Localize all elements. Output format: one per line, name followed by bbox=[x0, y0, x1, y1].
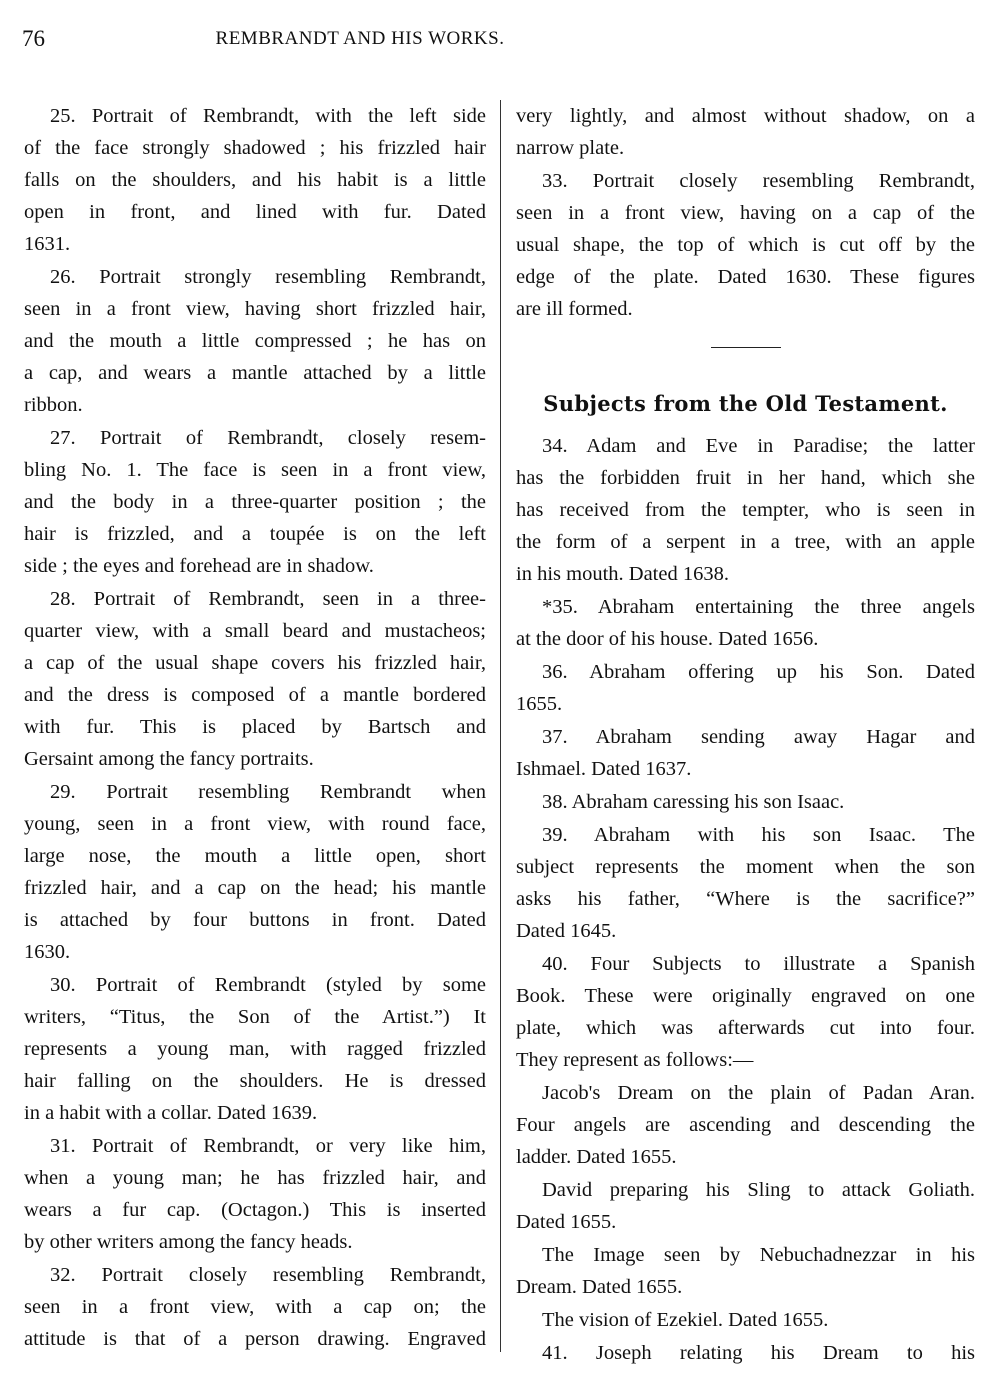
text-line: 1655. bbox=[516, 693, 563, 715]
text-line: Dated 1645. bbox=[516, 920, 617, 942]
text-line: 31. Portrait of Rembrandt, or very like him, bbox=[50, 1135, 486, 1157]
paragraph bbox=[24, 1259, 486, 1355]
text-line: ladder. Dated 1655. bbox=[516, 1146, 677, 1168]
text-line: The Image seen by Nebuchadnezzar in his bbox=[542, 1244, 975, 1266]
right-column bbox=[516, 100, 975, 1370]
text-line: falls on the shoulders, and his habit is a little bbox=[24, 169, 486, 191]
text-line: 38. Abraham caressing his son Isaac. bbox=[542, 791, 845, 813]
left-column bbox=[24, 100, 486, 1356]
paragraph bbox=[516, 1174, 975, 1238]
text-line: *35. Abraham entertaining the three angels bbox=[542, 596, 975, 618]
text-line: 36. Abraham offering up his Son. Dated bbox=[542, 661, 975, 683]
text-line: frizzled hair, and a cap on the head; his mantle bbox=[24, 877, 486, 899]
text-line: has received from the tempter, who is seen in bbox=[516, 499, 975, 521]
paragraph bbox=[516, 591, 975, 655]
paragraph bbox=[516, 819, 975, 947]
text-line: of the face strongly shadowed ; his frizzled hair bbox=[24, 137, 486, 159]
text-line: Gersaint among the fancy portraits. bbox=[24, 748, 314, 770]
text-line: in a habit with a collar. Dated 1639. bbox=[24, 1102, 318, 1124]
text-line: 28. Portrait of Rembrandt, seen in a three- bbox=[50, 588, 486, 610]
text-line: Dream. Dated 1655. bbox=[516, 1276, 683, 1298]
text-line: attitude is that of a person drawing. Engraved bbox=[24, 1328, 486, 1350]
paragraph bbox=[24, 100, 486, 260]
running-title: REMBRANDT AND HIS WORKS. bbox=[215, 28, 505, 49]
paragraph bbox=[24, 776, 486, 968]
text-line: 33. Portrait closely resembling Rembrandt, bbox=[542, 170, 975, 192]
text-line: 41. Joseph relating his Dream to his bbox=[542, 1342, 975, 1364]
text-line: 32. Portrait closely resembling Rembrandt, bbox=[50, 1264, 486, 1286]
text-line: seen in a front view, having short frizzled hair, bbox=[24, 298, 486, 320]
paragraph bbox=[24, 261, 486, 421]
text-line: narrow plate. bbox=[516, 137, 625, 159]
text-line: side ; the eyes and forehead are in shadow. bbox=[24, 555, 374, 577]
text-line: and the mouth a little compressed ; he has on bbox=[24, 330, 486, 352]
text-line: Dated 1655. bbox=[516, 1211, 617, 1233]
paragraph bbox=[516, 948, 975, 1076]
text-line: a cap of the usual shape covers his frizzled hair, bbox=[24, 652, 486, 674]
text-line: large nose, the mouth a little open, short bbox=[24, 845, 486, 867]
text-line: open in front, and lined with fur. Dated bbox=[24, 201, 486, 223]
text-line: and the dress is composed of a mantle bordered bbox=[24, 684, 486, 706]
text-line: are ill formed. bbox=[516, 298, 633, 320]
text-line: asks his father, “Where is the sacrifice?” bbox=[516, 888, 975, 910]
text-line: a cap, and wears a mantle attached by a little bbox=[24, 362, 486, 384]
text-line: 1630. bbox=[24, 941, 71, 963]
text-line: 40. Four Subjects to illustrate a Spanish bbox=[542, 953, 975, 975]
text-line: writers, “Titus, the Son of the Artist.”) It bbox=[24, 1006, 486, 1028]
text-line: in his mouth. Dated 1638. bbox=[516, 563, 729, 585]
text-line: ribbon. bbox=[24, 394, 83, 416]
text-line: edge of the plate. Dated 1630. These figures bbox=[516, 266, 975, 288]
paragraph bbox=[516, 786, 975, 818]
text-line: quarter view, with a small beard and mustacheos; bbox=[24, 620, 486, 642]
text-line: is attached by four buttons in front. Dated bbox=[24, 909, 486, 931]
text-line: Four angels are ascending and descending the bbox=[516, 1114, 975, 1136]
text-line: young, seen in a front view, with round face, bbox=[24, 813, 486, 835]
text-line: by other writers among the fancy heads. bbox=[24, 1231, 353, 1253]
text-line: at the door of his house. Dated 1656. bbox=[516, 628, 819, 650]
text-line: 37. Abraham sending away Hagar and bbox=[542, 726, 975, 748]
text-line: 30. Portrait of Rembrandt (styled by some bbox=[50, 974, 486, 996]
paragraph bbox=[24, 1130, 486, 1258]
paragraph bbox=[516, 100, 975, 164]
text-line: has the forbidden fruit in her hand, which she bbox=[516, 467, 975, 489]
text-line: 39. Abraham with his son Isaac. The bbox=[542, 824, 975, 846]
text-line: plate, which was afterwards cut into four. bbox=[516, 1017, 975, 1039]
text-line: 27. Portrait of Rembrandt, closely resem- bbox=[50, 427, 486, 449]
text-line: David preparing his Sling to attack Goliath. bbox=[542, 1179, 975, 1201]
text-line: usual shape, the top of which is cut off by the bbox=[516, 234, 975, 256]
page-number: 76 bbox=[22, 26, 45, 51]
text-line: seen in a front view, with a cap on; the bbox=[24, 1296, 486, 1318]
text-line: represents a young man, with ragged frizzled bbox=[24, 1038, 486, 1060]
text-line: bling No. 1. The face is seen in a front view, bbox=[24, 459, 486, 481]
text-line: 1631. bbox=[24, 233, 71, 255]
text-line: the form of a serpent in a tree, with an apple bbox=[516, 531, 975, 553]
text-line: 29. Portrait resembling Rembrandt when bbox=[50, 781, 486, 803]
paragraph bbox=[516, 1239, 975, 1303]
section-rule bbox=[711, 347, 781, 348]
text-line: with fur. This is placed by Bartsch and bbox=[24, 716, 486, 738]
paragraph bbox=[516, 165, 975, 325]
text-line: Jacob's Dream on the plain of Padan Aran. bbox=[542, 1082, 975, 1104]
text-line: 25. Portrait of Rembrandt, with the left side bbox=[50, 105, 486, 127]
text-line: and the body in a three-quarter position ; the bbox=[24, 491, 486, 513]
paragraph bbox=[24, 583, 486, 775]
text-line: wears a fur cap. (Octagon.) This is inserted bbox=[24, 1199, 486, 1221]
text-line: The vision of Ezekiel. Dated 1655. bbox=[542, 1309, 829, 1331]
text-line: Book. These were originally engraved on one bbox=[516, 985, 975, 1007]
text-line: when a young man; he has frizzled hair, and bbox=[24, 1167, 486, 1189]
paragraph bbox=[516, 1077, 975, 1173]
paragraph bbox=[516, 721, 975, 785]
text-line: They represent as follows:— bbox=[516, 1049, 754, 1071]
text-line: Ishmael. Dated 1637. bbox=[516, 758, 692, 780]
paragraph bbox=[516, 656, 975, 720]
section-heading: Subjects from the Old Testament. bbox=[543, 391, 948, 416]
column-divider bbox=[500, 100, 501, 1352]
paragraph bbox=[516, 1337, 975, 1369]
text-line: hair falling on the shoulders. He is dressed bbox=[24, 1070, 486, 1092]
text-line: 26. Portrait strongly resembling Rembrandt, bbox=[50, 266, 486, 288]
paragraph bbox=[516, 1304, 975, 1336]
paragraph bbox=[24, 969, 486, 1129]
paragraph bbox=[516, 430, 975, 590]
text-line: very lightly, and almost without shadow, on a bbox=[516, 105, 975, 127]
text-line: seen in a front view, having on a cap of the bbox=[516, 202, 975, 224]
paragraph bbox=[24, 422, 486, 582]
text-line: subject represents the moment when the son bbox=[516, 856, 975, 878]
text-line: 34. Adam and Eve in Paradise; the latter bbox=[542, 435, 975, 457]
text-line: hair is frizzled, and a toupée is on the left bbox=[24, 523, 486, 545]
